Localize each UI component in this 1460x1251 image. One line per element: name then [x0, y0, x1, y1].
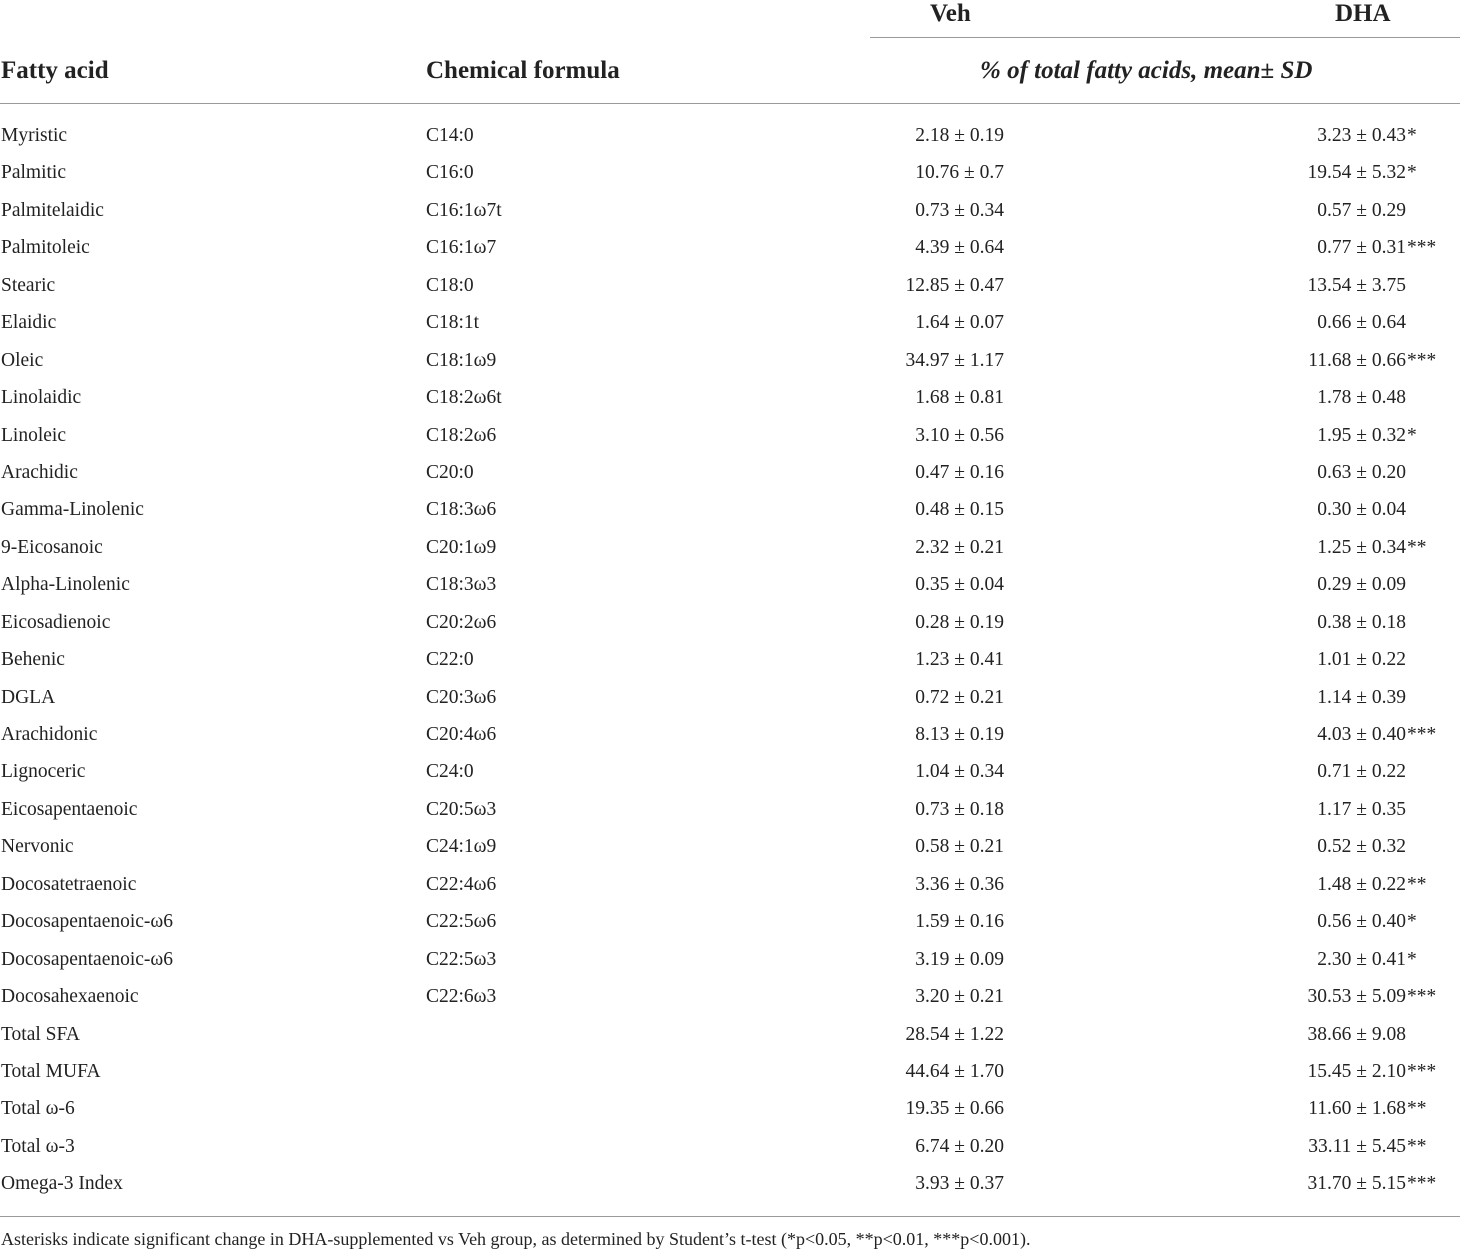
- dha-cell: [1170, 117, 1417, 154]
- significance-marker: ***: [1407, 986, 1437, 1008]
- fatty-acid-name: Total ω-3: [1, 1135, 75, 1157]
- significance-marker: ***: [1407, 724, 1437, 745]
- chemical-formula: C18:2ω6t: [426, 387, 502, 409]
- fatty-acid-name: Omega-3 Index: [1, 1173, 123, 1195]
- dha-value: 33.11 ± 5.45: [1308, 1135, 1406, 1157]
- dha-value: 1.14 ± 0.39: [1317, 686, 1406, 708]
- table-row: [0, 1016, 1460, 1053]
- dha-value: 0.56 ± 0.40: [1317, 911, 1406, 933]
- dha-value: 0.38 ± 0.18: [1317, 611, 1406, 633]
- veh-value: 3.10 ± 0.56: [915, 424, 1004, 446]
- dha-cell: [1170, 828, 1406, 865]
- fatty-acid-name: Oleic: [1, 349, 44, 371]
- dha-value: 1.25 ± 0.34: [1317, 536, 1406, 558]
- significance-marker: **: [1407, 873, 1427, 895]
- chemical-formula: C14:0: [426, 125, 474, 146]
- significance-marker: ***: [1407, 1173, 1437, 1195]
- chemical-formula: C18:1ω9: [426, 349, 497, 371]
- veh-value: 2.32 ± 0.21: [915, 536, 1004, 558]
- veh-value: 3.36 ± 0.36: [915, 873, 1004, 895]
- fatty-acid-name: Palmitelaidic: [1, 199, 104, 221]
- fatty-acid-name: Arachidic: [1, 461, 78, 483]
- significance-marker: ***: [1407, 237, 1437, 259]
- fatty-acid-name: Total ω-6: [1, 1098, 75, 1120]
- table-row: [0, 417, 1460, 454]
- dha-cell: [1170, 1053, 1437, 1090]
- chemical-formula: C20:5ω3: [426, 798, 497, 820]
- chemical-formula: C18:3ω3: [426, 574, 497, 596]
- dha-cell: [1170, 417, 1417, 454]
- table-row: [0, 529, 1460, 566]
- fatty-acid-name: Eicosadienoic: [1, 611, 111, 633]
- dha-cell: [1170, 604, 1406, 641]
- header-dha: DHA: [1335, 0, 1391, 27]
- veh-value: 6.74 ± 0.20: [915, 1135, 1004, 1157]
- dha-value: 11.68 ± 0.66: [1308, 349, 1406, 371]
- table-row: [0, 1128, 1460, 1165]
- table-row: [0, 716, 1460, 753]
- fatty-acid-name: Eicosapentaenoic: [1, 798, 138, 820]
- dha-cell: [1170, 978, 1437, 1015]
- fatty-acid-name: Alpha-Linolenic: [1, 574, 130, 596]
- veh-value: 1.23 ± 0.41: [915, 649, 1004, 671]
- table-footnote: Asterisks indicate significant change in DHA-supplemented vs Veh group, as determined by Student’s t-test (*p<0.05, **p<0.01, ***p<0.001).: [1, 1229, 1031, 1249]
- veh-value: 0.73 ± 0.18: [915, 798, 1004, 820]
- significance-marker: **: [1407, 536, 1427, 558]
- significance-marker: **: [1407, 1135, 1427, 1157]
- significance-marker: **: [1407, 1098, 1427, 1120]
- table-row: [0, 604, 1460, 641]
- fatty-acid-name: Docosatetraenoic: [1, 873, 137, 895]
- table-row: [0, 491, 1460, 528]
- fatty-acid-name: Behenic: [1, 649, 65, 671]
- table-row: [0, 117, 1460, 154]
- table-row: [0, 229, 1460, 266]
- chemical-formula: C22:6ω3: [426, 986, 497, 1008]
- dha-value: 2.30 ± 0.41: [1317, 948, 1406, 970]
- significance-marker: *: [1407, 125, 1417, 146]
- table-row: [0, 267, 1460, 304]
- dha-value: 0.57 ± 0.29: [1317, 199, 1406, 221]
- chemical-formula: C24:0: [426, 761, 474, 783]
- dha-cell: [1170, 1090, 1427, 1127]
- fatty-acid-name: Linolaidic: [1, 387, 82, 409]
- significance-marker: ***: [1407, 1060, 1437, 1082]
- chemical-formula: C22:4ω6: [426, 873, 497, 895]
- dha-value: 0.71 ± 0.22: [1317, 761, 1406, 783]
- table-row: [0, 791, 1460, 828]
- fatty-acid-name: Lignoceric: [1, 761, 86, 783]
- dha-cell: [1170, 716, 1437, 753]
- dha-value: 4.03 ± 0.40: [1317, 724, 1406, 745]
- significance-marker: *: [1407, 911, 1417, 933]
- dha-value: 3.23 ± 0.43: [1317, 125, 1406, 146]
- veh-value: 44.64 ± 1.70: [905, 1060, 1004, 1082]
- veh-value: 19.35 ± 0.66: [905, 1098, 1004, 1120]
- fatty-acid-name: 9-Eicosanoic: [1, 536, 103, 558]
- fatty-acid-name: Docosapentaenoic-ω6: [1, 948, 174, 970]
- dha-cell: [1170, 941, 1417, 978]
- table-row: [0, 903, 1460, 940]
- header-fatty-acid: Fatty acid: [1, 57, 109, 84]
- chemical-formula: C20:2ω6: [426, 611, 497, 633]
- veh-value: 34.97 ± 1.17: [905, 349, 1004, 371]
- veh-value: 3.93 ± 0.37: [915, 1173, 1004, 1195]
- dha-cell: [1170, 491, 1406, 528]
- table-row: [0, 1090, 1460, 1127]
- header-group-rule: [870, 37, 1460, 38]
- dha-value: 11.60 ± 1.68: [1308, 1098, 1406, 1120]
- fatty-acid-name: Gamma-Linolenic: [1, 499, 144, 521]
- fatty-acid-name: Docosahexaenoic: [1, 986, 139, 1008]
- chemical-formula: C18:0: [426, 274, 474, 296]
- significance-marker: *: [1407, 424, 1417, 446]
- veh-value: 4.39 ± 0.64: [915, 237, 1004, 259]
- fatty-acid-name: Palmitoleic: [1, 237, 90, 259]
- significance-marker: *: [1407, 948, 1417, 970]
- dha-cell: [1170, 154, 1417, 191]
- header-veh: Veh: [930, 0, 971, 27]
- dha-value: 1.78 ± 0.48: [1317, 387, 1406, 409]
- dha-cell: [1170, 791, 1406, 828]
- dha-cell: [1170, 342, 1437, 379]
- dha-cell: [1170, 866, 1427, 903]
- dha-value: 0.52 ± 0.32: [1317, 836, 1406, 858]
- veh-value: 0.58 ± 0.21: [915, 836, 1004, 858]
- dha-value: 1.48 ± 0.22: [1317, 873, 1406, 895]
- dha-value: 1.17 ± 0.35: [1317, 798, 1406, 820]
- veh-value: 0.73 ± 0.34: [915, 199, 1004, 221]
- chemical-formula: C20:1ω9: [426, 536, 497, 558]
- dha-cell: [1170, 454, 1406, 491]
- dha-value: 0.30 ± 0.04: [1317, 499, 1406, 521]
- table-row: [0, 866, 1460, 903]
- dha-value: 31.70 ± 5.15: [1307, 1173, 1406, 1195]
- veh-value: 1.64 ± 0.07: [915, 312, 1004, 334]
- fatty-acid-name: Docosapentaenoic-ω6: [1, 911, 174, 933]
- table-row: [0, 828, 1460, 865]
- significance-marker: ***: [1407, 349, 1437, 371]
- significance-marker: *: [1407, 162, 1417, 184]
- dha-value: 1.01 ± 0.22: [1317, 649, 1406, 671]
- chemical-formula: C18:3ω6: [426, 499, 497, 521]
- table-row: [0, 566, 1460, 603]
- veh-value: 2.18 ± 0.19: [915, 125, 1004, 146]
- dha-value: 15.45 ± 2.10: [1307, 1060, 1406, 1082]
- dha-cell: [1170, 192, 1406, 229]
- dha-cell: [1170, 229, 1437, 266]
- table-row: [0, 753, 1460, 790]
- veh-value: 3.20 ± 0.21: [915, 986, 1004, 1008]
- chemical-formula: C16:1ω7t: [426, 199, 502, 221]
- chemical-formula: C20:0: [426, 461, 474, 483]
- veh-value: 0.35 ± 0.04: [915, 574, 1004, 596]
- dha-cell: [1170, 753, 1406, 790]
- veh-value: 8.13 ± 0.19: [915, 724, 1004, 745]
- dha-value: 0.66 ± 0.64: [1317, 312, 1406, 334]
- table-row: [0, 1165, 1460, 1202]
- header-bottom-rule: [0, 103, 1460, 104]
- fatty-acid-name: Elaidic: [1, 312, 57, 334]
- dha-value: 0.77 ± 0.31: [1317, 237, 1406, 259]
- table-row: [0, 978, 1460, 1015]
- veh-value: 12.85 ± 0.47: [905, 274, 1004, 296]
- veh-value: 28.54 ± 1.22: [905, 1023, 1004, 1045]
- fatty-acid-name: Arachidonic: [1, 724, 98, 745]
- dha-value: 0.29 ± 0.09: [1317, 574, 1406, 596]
- dha-value: 0.63 ± 0.20: [1317, 461, 1406, 483]
- dha-value: 13.54 ± 3.75: [1307, 274, 1406, 296]
- fatty-acid-name: Nervonic: [1, 836, 74, 858]
- dha-cell: [1170, 679, 1406, 716]
- chemical-formula: C22:5ω6: [426, 911, 497, 933]
- dha-value: 1.95 ± 0.32: [1317, 424, 1406, 446]
- table-row: [0, 641, 1460, 678]
- header-chemical-formula: Chemical formula: [426, 57, 620, 84]
- dha-cell: [1170, 903, 1417, 940]
- veh-value: 0.72 ± 0.21: [915, 686, 1004, 708]
- table-row: [0, 342, 1460, 379]
- chemical-formula: C22:0: [426, 649, 474, 671]
- table-row: [0, 941, 1460, 978]
- dha-cell: [1170, 1165, 1437, 1202]
- fatty-acid-name: Myristic: [1, 125, 68, 146]
- veh-value: 1.68 ± 0.81: [915, 387, 1004, 409]
- dha-value: 19.54 ± 5.32: [1307, 162, 1406, 184]
- table-row: [0, 679, 1460, 716]
- dha-cell: [1170, 529, 1427, 566]
- veh-value: 0.48 ± 0.15: [915, 499, 1004, 521]
- dha-cell: [1170, 641, 1406, 678]
- table-row: [0, 1053, 1460, 1090]
- table-row: [0, 304, 1460, 341]
- chemical-formula: C22:5ω3: [426, 948, 497, 970]
- veh-value: 0.47 ± 0.16: [915, 461, 1004, 483]
- dha-cell: [1170, 379, 1406, 416]
- chemical-formula: C16:0: [426, 162, 474, 184]
- table-bottom-rule: [0, 1216, 1460, 1217]
- chemical-formula: C24:1ω9: [426, 836, 497, 858]
- dha-cell: [1170, 1128, 1427, 1165]
- chemical-formula: C16:1ω7: [426, 237, 497, 259]
- chemical-formula: C18:2ω6: [426, 424, 497, 446]
- fatty-acid-name: DGLA: [1, 686, 56, 708]
- dha-cell: [1170, 1016, 1406, 1053]
- fatty-acid-name: Stearic: [1, 274, 56, 296]
- fatty-acid-name: Total SFA: [1, 1023, 80, 1045]
- table-row: [0, 454, 1460, 491]
- dha-cell: [1170, 566, 1406, 603]
- fatty-acid-name: Linoleic: [1, 424, 66, 446]
- header-units: % of total fatty acids, mean± SD: [980, 57, 1313, 84]
- dha-cell: [1170, 304, 1406, 341]
- table-row: [0, 154, 1460, 191]
- dha-cell: [1170, 267, 1406, 304]
- fatty-acid-name: Palmitic: [1, 162, 66, 184]
- veh-value: 0.28 ± 0.19: [915, 611, 1004, 633]
- veh-value: 1.59 ± 0.16: [915, 911, 1004, 933]
- dha-value: 30.53 ± 5.09: [1307, 986, 1406, 1008]
- chemical-formula: C20:4ω6: [426, 724, 497, 745]
- table-body: [0, 117, 1460, 1203]
- fatty-acid-name: Total MUFA: [1, 1060, 101, 1082]
- dha-value: 38.66 ± 9.08: [1307, 1023, 1406, 1045]
- veh-value: 3.19 ± 0.09: [915, 948, 1004, 970]
- veh-value: 1.04 ± 0.34: [915, 761, 1004, 783]
- table-row: [0, 379, 1460, 416]
- veh-value: 10.76 ± 0.7: [915, 162, 1004, 184]
- chemical-formula: C20:3ω6: [426, 686, 497, 708]
- chemical-formula: C18:1t: [426, 312, 480, 334]
- table-row: [0, 192, 1460, 229]
